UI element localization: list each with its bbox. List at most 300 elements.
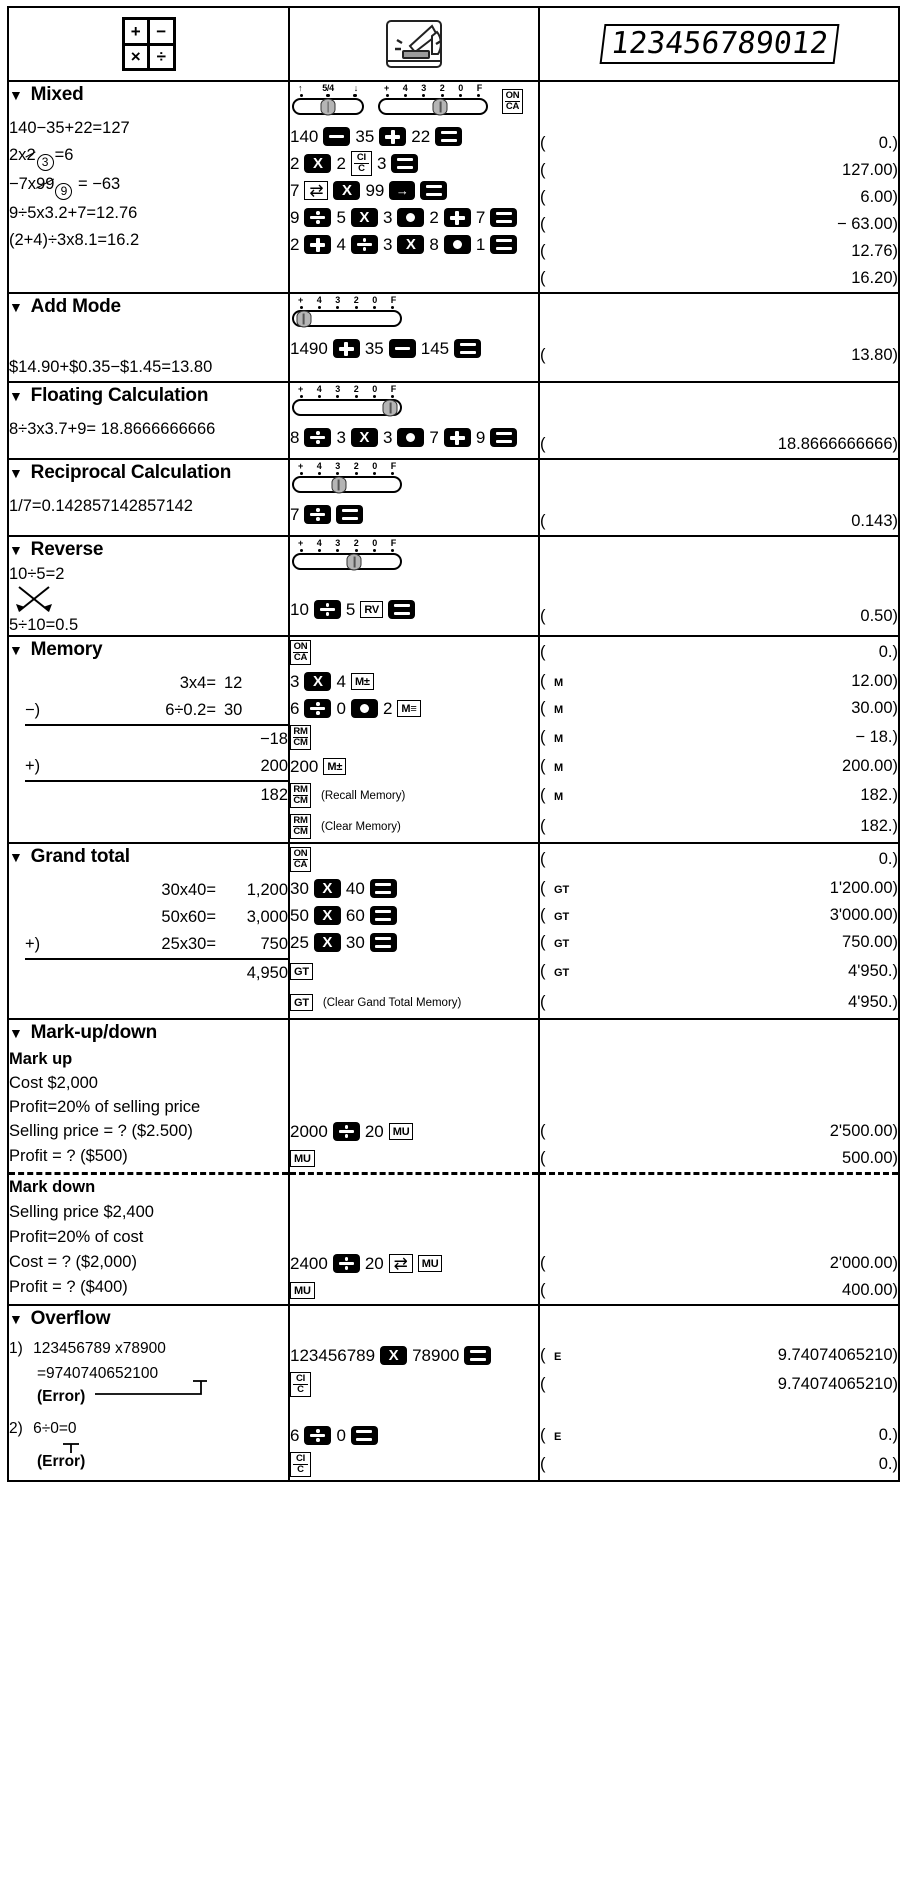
digits: 2 [336,153,346,173]
recall-memory-note: (Recall Memory) [321,789,406,802]
memory-title-row [9,639,288,661]
markup-line-3: Selling price = ? ($2.500) [9,1122,193,1140]
digits: 2 [429,207,439,227]
header-display-cell [539,7,899,81]
on-ca-key[interactable]: ON CA [290,640,311,665]
reciprocal-switch-group [292,462,538,493]
times-key[interactable]: X [380,1346,407,1365]
digits: 3 [382,427,393,447]
mixed-description-cell [8,81,289,293]
section-memory [8,636,899,843]
mixed-expr-1: 140−35+22=127 [9,119,130,137]
section-add-mode [8,293,899,382]
digits: 50 [290,905,309,925]
digits: 20 [364,1121,384,1141]
section-title: Reverse [30,539,104,560]
correction-circle: 3 [37,154,54,171]
result-row: ( 2'500.00) [540,1122,898,1140]
section-mark-up [8,1019,899,1172]
equals-key[interactable] [454,339,481,358]
clear-entry-key[interactable]: CI C [290,1452,311,1477]
overflow-keystrokes-cell [289,1305,539,1481]
equals-key[interactable] [490,208,517,227]
floating-expr: 8÷3x3.7+9= 18.8666666666 [9,420,216,438]
mixed-keystrokes-cell [289,81,539,293]
calc-row: −18 [260,730,288,748]
result-row: ( 0.50) [540,607,898,625]
digits: 8 [429,234,439,254]
markdown-keystrokes-cell [289,1175,539,1305]
memory-keys-3 [290,722,538,753]
digits: 0 [336,698,346,718]
sign-change-key[interactable]: ⇄ [304,181,328,200]
recall-clear-memory-key[interactable]: RM CM [290,814,311,839]
digits: 99 [365,180,385,200]
result-row: ( 0.) [540,1455,898,1473]
reverse-expr-top: 10÷5=2 [9,565,65,583]
times-key[interactable]: X [314,906,341,925]
digits: 2 [290,234,300,254]
header-operators-cell [8,7,289,81]
divide-key[interactable] [314,600,341,619]
result-row: ( GT 3'000.00) [540,906,898,924]
section-title: Mixed [30,84,84,105]
digits: 200 [290,756,319,776]
divide-key[interactable] [304,208,331,227]
minus-key[interactable] [323,127,350,146]
markdown-line-1: Selling price $2,400 [9,1203,154,1221]
result-row: ( GT 1'200.00) [540,879,898,897]
decimal-point-key[interactable] [444,235,471,254]
grandtotal-description-cell [8,843,289,1019]
digits: 3 [376,153,387,173]
equals-key[interactable] [435,127,462,146]
digits: 3 [382,234,393,254]
section-title: Floating Calculation [30,385,209,406]
digits: 3 [336,427,346,447]
markdown-keys-1 [290,1250,538,1277]
section-title: Reciprocal Calculation [30,462,232,483]
digits: 1490 [290,338,328,358]
memory-plusminus-key[interactable]: M± [351,673,374,690]
result-row: ( 16.20) [540,269,898,287]
addmode-results-cell [539,293,899,382]
result-row: ( M 12.00) [540,672,898,690]
memory-equals-key[interactable]: M≡ [397,700,420,717]
clear-entry-key[interactable]: CI C [290,1372,311,1397]
reverse-title-row [9,539,288,561]
on-ca-key[interactable]: ON CA [502,89,523,114]
overflow-keys-2 [290,1369,538,1400]
section-mixed [8,81,899,293]
memory-keys-4 [290,753,538,780]
memory-results-cell [539,636,899,843]
divide-key[interactable] [351,235,378,254]
decimal-switch[interactable]: + 4 3 2 0 F [292,539,402,570]
operators-grid-icon [122,17,176,71]
overflow-item2-pointer [61,1441,288,1451]
result-row: ( 6.00) [540,188,898,206]
markdown-description-cell [8,1175,289,1305]
addmode-switch-group [292,296,538,327]
digits: 4 [336,671,346,691]
plus-key[interactable] [444,428,471,447]
result-row: ( 12.76) [540,242,898,260]
digits: 6 [290,1425,300,1445]
result-row: ( 0.143) [540,512,898,530]
digits: 0 [336,1425,346,1445]
reverse-keys [290,596,538,623]
section-title: Memory [30,639,103,660]
markup-label: Mark up [9,1050,73,1068]
digits: 22 [411,126,431,146]
decimal-point-key[interactable] [351,699,378,718]
digits: 2400 [290,1253,328,1273]
divide-key[interactable] [304,428,331,447]
examples-table [7,6,900,1482]
times-key[interactable]: X [333,181,360,200]
markup-key[interactable]: MU [389,1123,414,1140]
digits: 123456789 [290,1345,376,1365]
grandtotal-results-cell [539,843,899,1019]
clear-entry-key[interactable]: CI C [351,151,372,176]
overflow-description-cell [8,1305,289,1481]
reverse-results-cell [539,536,899,636]
item-expr: 6÷0=0 [33,1420,77,1437]
triangle-icon: ▼ [9,299,23,315]
section-reverse [8,536,899,636]
result-row: ( E 9.74074065210) [540,1346,898,1364]
markup-description-cell [8,1019,289,1172]
clear-memory-note: (Clear Memory) [321,820,401,833]
equals-key[interactable] [391,154,418,173]
sw-label: ↓ [353,83,358,93]
finger-press-key-icon [386,20,442,68]
divide-key[interactable] [304,1426,331,1445]
decimal-switch[interactable]: + 4 3 2 0 F [292,462,402,493]
divide-key[interactable] [333,1122,360,1141]
clear-grand-total-note: (Clear Gand Total Memory) [322,996,462,1009]
times-key[interactable]: X [314,879,341,898]
grandtotal-keys-3 [290,929,538,956]
digits: 6 [290,698,300,718]
decimal-point-key[interactable] [397,208,424,227]
triangle-icon: ▼ [9,849,23,865]
mixed-results-cell [539,81,899,293]
floating-description-cell [8,382,289,459]
digits: 9 [290,207,300,227]
divide-key[interactable] [333,1254,360,1273]
markup-keys-1 [290,1118,538,1145]
digits: 30 [345,932,365,952]
item-number: 1) [9,1340,23,1357]
markup-results-cell [539,1019,899,1172]
digits: 7 [290,180,300,200]
result-row: ( 18.8666666666) [540,435,898,453]
overflow-keys-1 [290,1342,538,1369]
digits: 2 [382,698,393,718]
markup-key[interactable]: MU [290,1150,315,1167]
mixed-expr-4: 9÷5x3.2+7=12.76 [9,204,138,222]
section-mark-down [8,1175,899,1305]
overflow-item1-line1 [9,1336,288,1361]
equals-key[interactable] [370,879,397,898]
markup-line-4: Profit = ? ($500) [9,1147,128,1165]
times-key[interactable]: X [397,235,424,254]
markdown-results-cell [539,1175,899,1305]
times-key[interactable]: X [351,428,378,447]
digits: 7 [475,207,486,227]
result-row: ( GT 4'950.) [540,962,898,980]
decimal-switch[interactable]: + 4 3 2 0 F [378,84,488,115]
memory-keystrokes-cell [289,636,539,843]
digits: 9 [475,427,486,447]
plus-key[interactable] [379,127,406,146]
mixed-keys-4 [290,204,538,231]
result-row: ( 13.80) [540,346,898,364]
digits: 140 [290,126,319,146]
digits: 1 [475,234,486,254]
plus-key[interactable] [444,208,471,227]
memory-plusminus-key[interactable]: M± [323,758,346,775]
minus-symbol: − [150,20,173,43]
result-row: ( GT 750.00) [540,933,898,951]
times-key[interactable]: X [304,672,331,691]
addmode-expr: $14.90+$0.35−$1.45=13.80 [9,358,213,376]
reciprocal-expr: 1/7=0.142857142857142 [9,497,193,515]
digits: 40 [345,878,365,898]
digits: 145 [420,338,450,358]
equals-key[interactable] [420,181,447,200]
minus-key[interactable] [389,339,416,358]
digits: 78900 [412,1345,460,1365]
triangle-icon: ▼ [9,1311,23,1327]
markup-key[interactable]: MU [418,1255,443,1272]
markup-keys-2 [290,1145,538,1172]
reverse-keystrokes-cell [289,536,539,636]
section-floating-calculation [8,382,899,459]
item-result: =9740740652100 [37,1365,159,1382]
equals-key[interactable] [370,933,397,952]
mixed-title-row [9,84,288,106]
rounding-switch[interactable] [292,84,364,115]
digits: 10 [290,599,309,619]
grandtotal-title-row [9,846,288,868]
markup-line-1: Cost $2,000 [9,1074,98,1092]
digits: 3 [290,671,300,691]
overflow-item2-error: (Error) [37,1453,86,1470]
grandtotal-keys-1 [290,875,538,902]
grandtotal-keys-4 [290,956,538,987]
plus-key[interactable] [333,339,360,358]
digits: 35 [364,338,384,358]
calc-row: 4,950 [246,964,288,982]
triangle-icon: ▼ [9,87,23,103]
divide-symbol: ÷ [150,46,173,69]
right-shift-key[interactable]: → [389,181,415,200]
result-row: ( 500.00) [540,1149,898,1167]
equals-key[interactable] [370,906,397,925]
key-cap [402,50,430,59]
digits: 3 [382,207,393,227]
recall-clear-memory-key[interactable]: RM CM [290,783,311,808]
result-row: ( 9.74074065210) [540,1375,898,1393]
triangle-icon: ▼ [9,542,23,558]
triangle-icon: ▼ [9,1025,23,1041]
memory-keys-2 [290,695,538,722]
result-row: ( 400.00) [540,1281,898,1299]
calc-row: 50x60= 3,000 [161,908,288,926]
markdown-line-4: Profit = ? ($400) [9,1278,128,1296]
times-key[interactable]: X [351,208,378,227]
digits: 60 [345,905,365,925]
digits: 35 [355,126,375,146]
memory-description-cell [8,636,289,843]
reciprocal-description-cell [8,459,289,536]
grand-total-key[interactable]: GT [290,994,313,1011]
equals-key[interactable] [336,505,363,524]
calc-row: +) 25x30= 750 [25,935,288,953]
digits: 30 [290,878,309,898]
mixed-switch-group [292,84,538,115]
grandtotal-calc-block [25,877,288,987]
reverse-key[interactable]: RV [360,601,383,618]
markup-key[interactable]: MU [290,1282,315,1299]
equals-key[interactable] [351,1426,378,1445]
result-row: ( 0.) [540,134,898,152]
overflow-item2-line1 [9,1416,288,1441]
struck-digit: 2 [26,142,35,169]
result-row: ( − 63.00) [540,215,898,233]
result-row: ( M 30.00) [540,699,898,717]
triangle-icon: ▼ [9,465,23,481]
item-number: 2) [9,1420,23,1437]
reciprocal-keystrokes-cell [289,459,539,536]
digits: 4 [336,234,346,254]
result-row: ( 2'000.00) [540,1254,898,1272]
calc-row: 182 [260,786,288,804]
reverse-description-cell [8,536,289,636]
on-ca-key[interactable]: ON CA [290,847,311,872]
overflow-keys-4 [290,1449,538,1480]
equals-key[interactable] [464,1346,491,1365]
digits: 25 [290,932,309,952]
section-title: Mark-up/down [30,1022,158,1043]
struck-digit: 99 [36,171,54,198]
header-keystrokes-cell [289,7,539,81]
sw-label: ↑ [298,83,303,93]
result-row: ( E 0.) [540,1426,898,1444]
equals-key[interactable] [388,600,415,619]
mixed-keys-1 [290,123,538,150]
result-row: ( 0.) [540,850,898,868]
decimal-switch[interactable]: + 4 3 2 0 F [292,385,402,416]
section-title: Add Mode [30,296,121,317]
mixed-expr-5: (2+4)÷3x8.1=16.2 [9,231,140,249]
addmode-title-row [9,296,288,318]
digits: 20 [364,1253,384,1273]
result-row: ( 127.00) [540,161,898,179]
reciprocal-keys [290,501,538,528]
triangle-icon: ▼ [9,642,23,658]
plus-key[interactable] [304,235,331,254]
grand-total-key[interactable]: GT [290,963,313,980]
addmode-keystrokes-cell [289,293,539,382]
memory-calc-block [25,670,288,809]
calc-row: +) 200 [25,757,288,775]
equals-key[interactable] [490,235,517,254]
result-row: ( M 182.) [540,786,898,804]
sw-label: 5/4 [322,83,334,93]
digits: 2 [290,153,300,173]
sign-change-key[interactable]: ⇄ [389,1254,413,1273]
overflow-title-row [9,1308,288,1330]
times-symbol: × [125,46,148,69]
memory-keys-6 [290,811,538,842]
calc-row: −) 6÷0.2= 30 [25,701,243,719]
section-overflow [8,1305,899,1481]
floating-switch-group [292,385,538,416]
divide-key[interactable] [304,505,331,524]
recall-clear-memory-key[interactable]: RM CM [290,725,311,750]
overflow-item1-error [37,1386,288,1408]
digits: 5 [336,207,346,227]
times-key[interactable]: X [314,933,341,952]
floating-title-row [9,385,288,407]
divide-key[interactable] [304,699,331,718]
floating-keystrokes-cell [289,382,539,459]
markdown-line-2: Profit=20% of cost [9,1228,144,1246]
decimal-point-key[interactable] [397,428,424,447]
digits: 8 [290,427,300,447]
result-row: ( M − 18.) [540,728,898,746]
reciprocal-results-cell [539,459,899,536]
result-row: ( 0.) [540,643,898,661]
correction-circle: 9 [55,183,72,200]
equals-key[interactable] [490,428,517,447]
section-reciprocal-calculation [8,459,899,536]
error-label: (Error) [37,1388,86,1405]
triangle-icon: ▼ [9,388,23,404]
mixed-keys-2 [290,150,538,177]
decimal-switch[interactable]: + 4 3 2 0 F [292,296,402,327]
markupdown-title-row [9,1022,288,1044]
reverse-expr-bottom: 5÷10=0.5 [9,616,79,634]
item-expr: 123456789 x78900 [33,1340,166,1357]
calc-row: 3x4= 12 [179,674,243,692]
mixed-keys-3 [290,177,538,204]
markdown-keys-2 [290,1277,538,1304]
floating-results-cell [539,382,899,459]
floating-keys [290,424,538,451]
section-title: Grand total [30,846,130,867]
plus-symbol: + [125,20,148,43]
overflow-results-cell [539,1305,899,1481]
lcd-display-icon: 123456789012 [599,24,839,64]
reverse-swap-arrows-icon [13,585,288,615]
section-grand-total [8,843,899,1019]
overflow-keys-3 [290,1422,538,1449]
memory-keys-1 [290,668,538,695]
memory-keys-5 [290,780,538,811]
mixed-expr-2: 2x2 3 =6 [9,142,288,171]
digits: 2000 [290,1121,328,1141]
table-header-row [8,7,899,81]
error-pointer-line [93,1380,208,1402]
digits: 7 [429,427,439,447]
times-key[interactable]: X [304,154,331,173]
markdown-line-3: Cost = ? ($2,000) [9,1253,137,1271]
